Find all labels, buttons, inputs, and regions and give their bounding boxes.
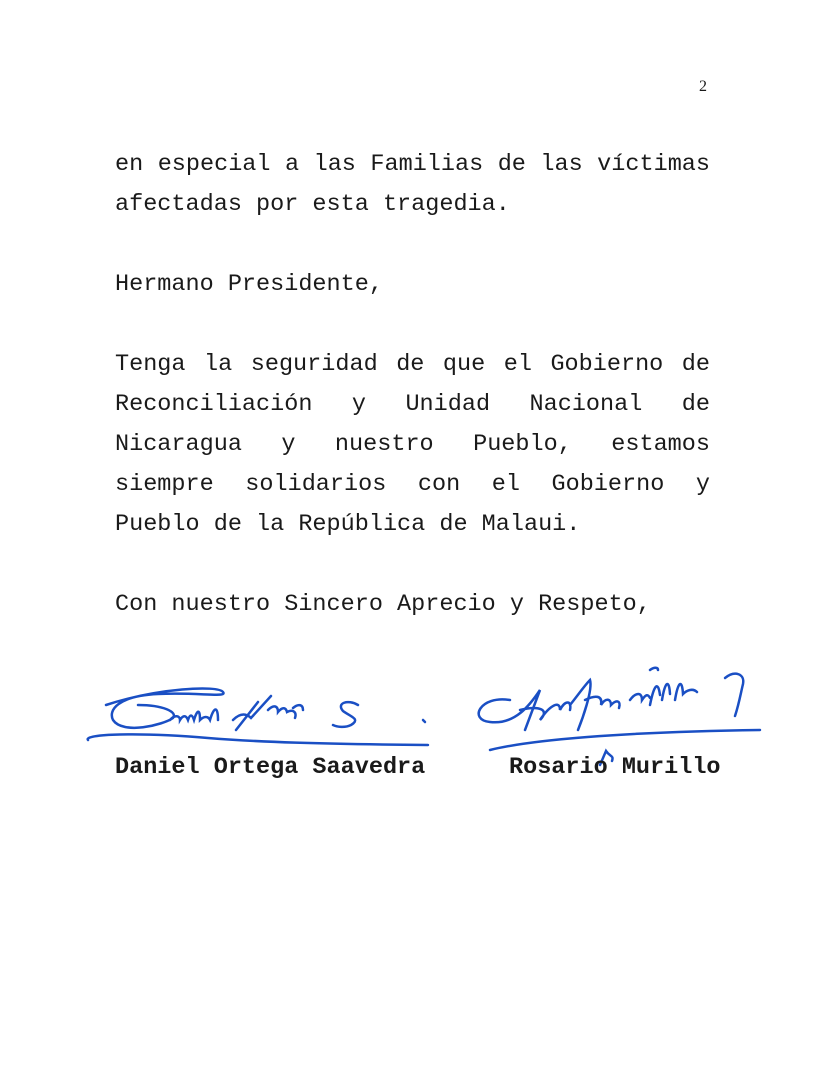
signatory-name: Rosario Murillo bbox=[509, 754, 721, 781]
signature-daniel-ortega bbox=[78, 680, 438, 755]
body-line: en especial a las Familias de las víctimas bbox=[115, 151, 710, 178]
signatory-name: Daniel Ortega Saavedra bbox=[115, 754, 426, 781]
body-line: Pueblo de la República de Malaui. bbox=[115, 511, 581, 538]
closing: Con nuestro Sincero Aprecio y Respeto, bbox=[115, 591, 651, 618]
salutation: Hermano Presidente, bbox=[115, 271, 383, 298]
body-line: siempre solidarios con el Gobierno y bbox=[115, 471, 710, 498]
page-number: 2 bbox=[699, 78, 707, 95]
body-line: Tenga la seguridad de que el Gobierno de bbox=[115, 351, 710, 378]
body-line: Reconciliación y Unidad Nacional de bbox=[115, 391, 710, 418]
body-line: Nicaragua y nuestro Pueblo, estamos bbox=[115, 431, 710, 458]
body-line: afectadas por esta tragedia. bbox=[115, 191, 510, 218]
